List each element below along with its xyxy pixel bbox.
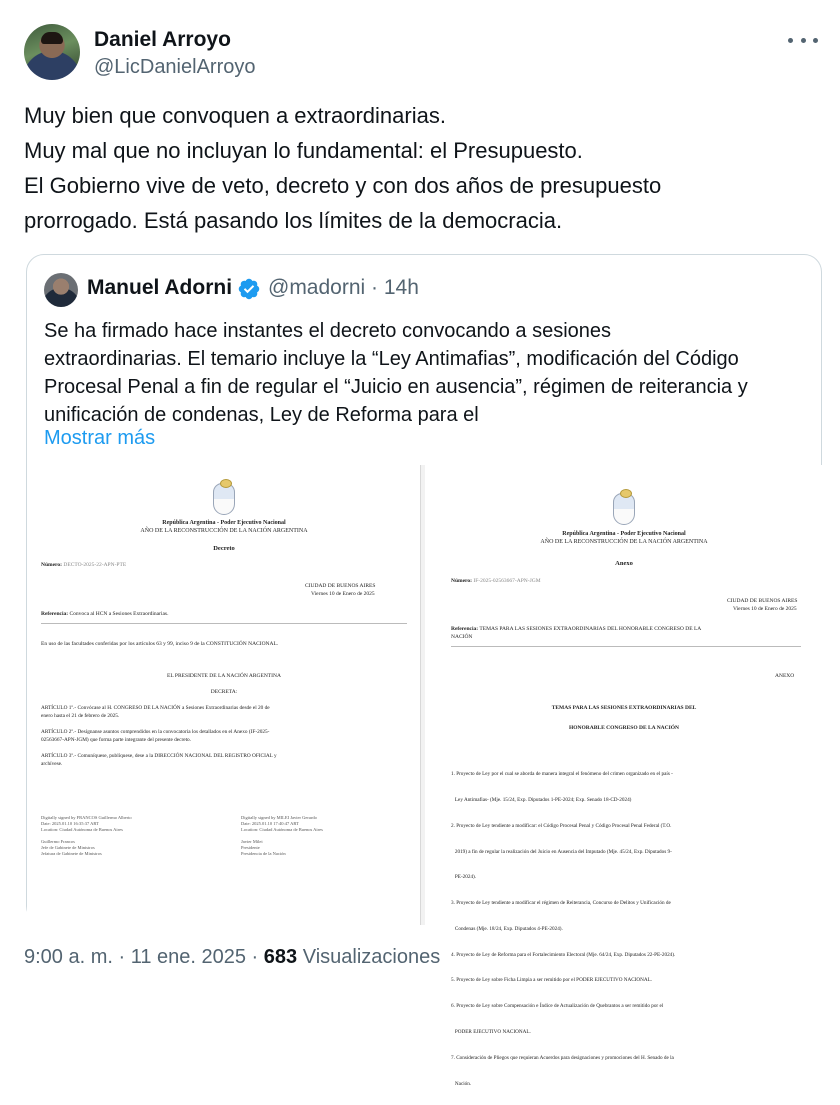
annex-item: 3. Proyecto de Ley tendiente a modificar el régimen de Reiterancia, Concurso de Delitos y Unificación de — [451, 900, 671, 907]
doc-decreta: DECRETA: — [210, 689, 238, 695]
annex-item: Ley Antimafias- (Mje. 15/24, Exp. Diputados 1-PE-2024; Exp. Senado 18-CD-2024) — [451, 796, 632, 803]
doc-title: Anexo — [615, 560, 633, 567]
annex-item: Nación. — [451, 1080, 472, 1087]
decree-document-image[interactable] — [27, 465, 421, 925]
signature-block-2: Digitally signed by MILEI Javier Gerardo Date: 2025.01.10 17:40:47 ART Location: Ciudad Autónoma de Buenos Aires Javier Milei Presidente Presidencia de la Nación — [241, 815, 323, 856]
verified-badge-icon — [237, 277, 261, 301]
quoted-author-avatar[interactable] — [44, 273, 78, 307]
author-handle[interactable]: @LicDanielArroyo — [94, 56, 256, 78]
doc-header: República Argentina - Poder Ejecutivo Nacional — [162, 520, 286, 526]
show-more-link[interactable]: Mostrar más — [44, 427, 156, 449]
tweet-line: El Gobierno vive de veto, decreto y con dos años de presupuesto — [24, 173, 662, 198]
doc-article-1-cont: enero hasta el 21 de febrero de 2025. — [41, 713, 120, 719]
argentina-crest-icon — [213, 483, 235, 515]
quoted-line: Procesal Penal a fin de regular el “Juicio en ausencia”, régimen de reiterancia y — [44, 376, 748, 398]
doc-subheader: AÑO DE LA RECONSTRUCCIÓN DE LA NACIÓN ARGENTINA — [540, 539, 708, 545]
doc-city: CIUDAD DE BUENOS AIRES — [727, 598, 798, 604]
author-name[interactable]: Daniel Arroyo — [94, 28, 231, 51]
annex-item-list — [451, 753, 675, 1105]
more-options-icon[interactable] — [788, 28, 818, 52]
quoted-line: extraordinarias. El temario incluye la “Ley Antimafias”, modificación del Código — [44, 348, 739, 370]
annex-item: PODER EJECUTIVO NACIONAL. — [451, 1029, 531, 1035]
tweet-line: prorrogado. Está pasando los límites de la democracia. — [24, 208, 563, 233]
annex-item: 5. Proyecto de Ley sobre Ficha Limpia a ser remitido por el PODER EJECUTIVO NACIONAL. — [451, 977, 653, 984]
tweet-metadata — [24, 946, 440, 969]
argentina-crest-icon — [613, 493, 635, 525]
doc-number: Número: IF-2025-02563667-APN-JGM — [451, 578, 541, 584]
doc-subheader: AÑO DE LA RECONSTRUCCIÓN DE LA NACIÓN ARGENTINA — [140, 528, 308, 534]
annex-item: 7. Consideración de Pliegos que requieran Acuerdos para designaciones y promociones del H. Senado de la — [451, 1054, 674, 1061]
doc-article-3: ARTÍCULO 3º.- Comuníquese, publíquese, dese a la DIRECCIÓN NACIONAL DEL REGISTRO OFICIAL y — [41, 753, 277, 759]
doc-city: CIUDAD DE BUENOS AIRES — [305, 583, 376, 589]
quoted-tweet-text — [44, 317, 814, 429]
views-count[interactable]: 683 — [263, 946, 298, 968]
annex-item: 6. Proyecto de Ley sobre Compensación e Índice de Actualización de Quebrantos a ser remitido por el — [451, 1003, 664, 1010]
tweet-text — [24, 98, 814, 238]
annex-item: 2019) a fin de regular la realización del Juicio en Ausencia del Imputado (Mje. 45/24, Exp. Diputados 9- — [451, 848, 672, 855]
doc-president: EL PRESIDENTE DE LA NACIÓN ARGENTINA — [167, 673, 281, 679]
doc-heading-cont: HONORABLE CONGRESO DE LA NACIÓN — [568, 725, 680, 731]
tweet-line: Muy bien que convoquen a extraordinarias. — [24, 103, 446, 128]
annex-item: 2. Proyecto de Ley tendiente a modificar: el Código Procesal Penal y Código Procesal Penal Federal (T.O. — [451, 822, 672, 829]
quoted-line: Se ha firmado hace instantes el decreto convocando a sesiones — [44, 320, 612, 342]
doc-date: Viernes 10 de Enero de 2025 — [733, 606, 797, 612]
views-label: Visualizaciones — [297, 946, 441, 968]
doc-anexo-label: ANEXO — [775, 673, 795, 679]
doc-article-1: ARTÍCULO 1º.- Convócase al H. CONGRESO DE LA NACIÓN a Sesiones Extraordinarias desde el 20 de — [41, 705, 270, 711]
doc-title: Decreto — [213, 545, 235, 552]
annex-item: 1. Proyecto de Ley por el cual se aborda de manera integral el fenómeno del crimen organizado en el país - — [451, 771, 673, 778]
annex-item: 4. Proyecto de Ley de Reforma para el Fortalecimiento Electoral (Mje. 64/24, Exp. Diputados 22-PE-2024). — [451, 951, 676, 958]
author-avatar[interactable] — [24, 24, 80, 80]
tweet-line: Muy mal que no incluyan lo fundamental: el Presupuesto. — [24, 138, 583, 163]
doc-article-3-cont: archívese. — [41, 761, 63, 767]
doc-reference: Referencia: Convoca al HCN a Sesiones Extraordinarias. — [41, 611, 169, 617]
doc-article-2-cont: 02563667-APN-JGM) que forma parte integrante del presente decreto. — [41, 737, 192, 743]
quoted-author-name[interactable]: Manuel Adorni — [87, 276, 233, 299]
doc-reference: Referencia: TEMAS PARA LAS SESIONES EXTRAORDINARIAS DEL HONORABLE CONGRESO DE LA — [451, 626, 702, 632]
doc-date: Viernes 10 de Enero de 2025 — [311, 591, 375, 597]
annex-item: PE-2024). — [451, 874, 477, 881]
quoted-author-handle-time[interactable]: @madorni · 14h — [268, 276, 419, 299]
doc-header: República Argentina - Poder Ejecutivo Nacional — [562, 531, 686, 537]
doc-reference-cont: NACIÓN — [451, 634, 473, 640]
annex-document-image[interactable] — [425, 465, 823, 1087]
signature-block-1: Digitally signed by FRANCOS Guillermo Alberto Date: 2025.01.10 16:35:37 ART Location: Ciudad Autónoma de Buenos Aires Guillermo Francos Jefe de Gabinete de Ministros Jefatura de Gabinete de Ministros — [41, 815, 132, 856]
annex-item: Condenas (Mje. 18/24, Exp. Diputados 4-PE-2024). — [451, 925, 563, 932]
doc-number: Número: DECTO-2025-22-APN-PTE — [41, 562, 127, 568]
doc-intro: En uso de las facultades conferidas por los artículos 63 y 99, inciso 9 de la CONSTITUCIÓN NACIONAL. — [41, 641, 279, 647]
doc-heading: TEMAS PARA LAS SESIONES EXTRAORDINARIAS DEL — [551, 705, 697, 711]
quoted-line: unificación de condenas, Ley de Reforma para el — [44, 404, 479, 426]
timestamp[interactable]: 9:00 a. m. · 11 ene. 2025 · — [24, 946, 264, 968]
doc-article-2: ARTÍCULO 2º.- Desígnanse asuntos comprendidos en la convocatoria los detallados en el Anexo (IF-2025- — [41, 729, 270, 735]
